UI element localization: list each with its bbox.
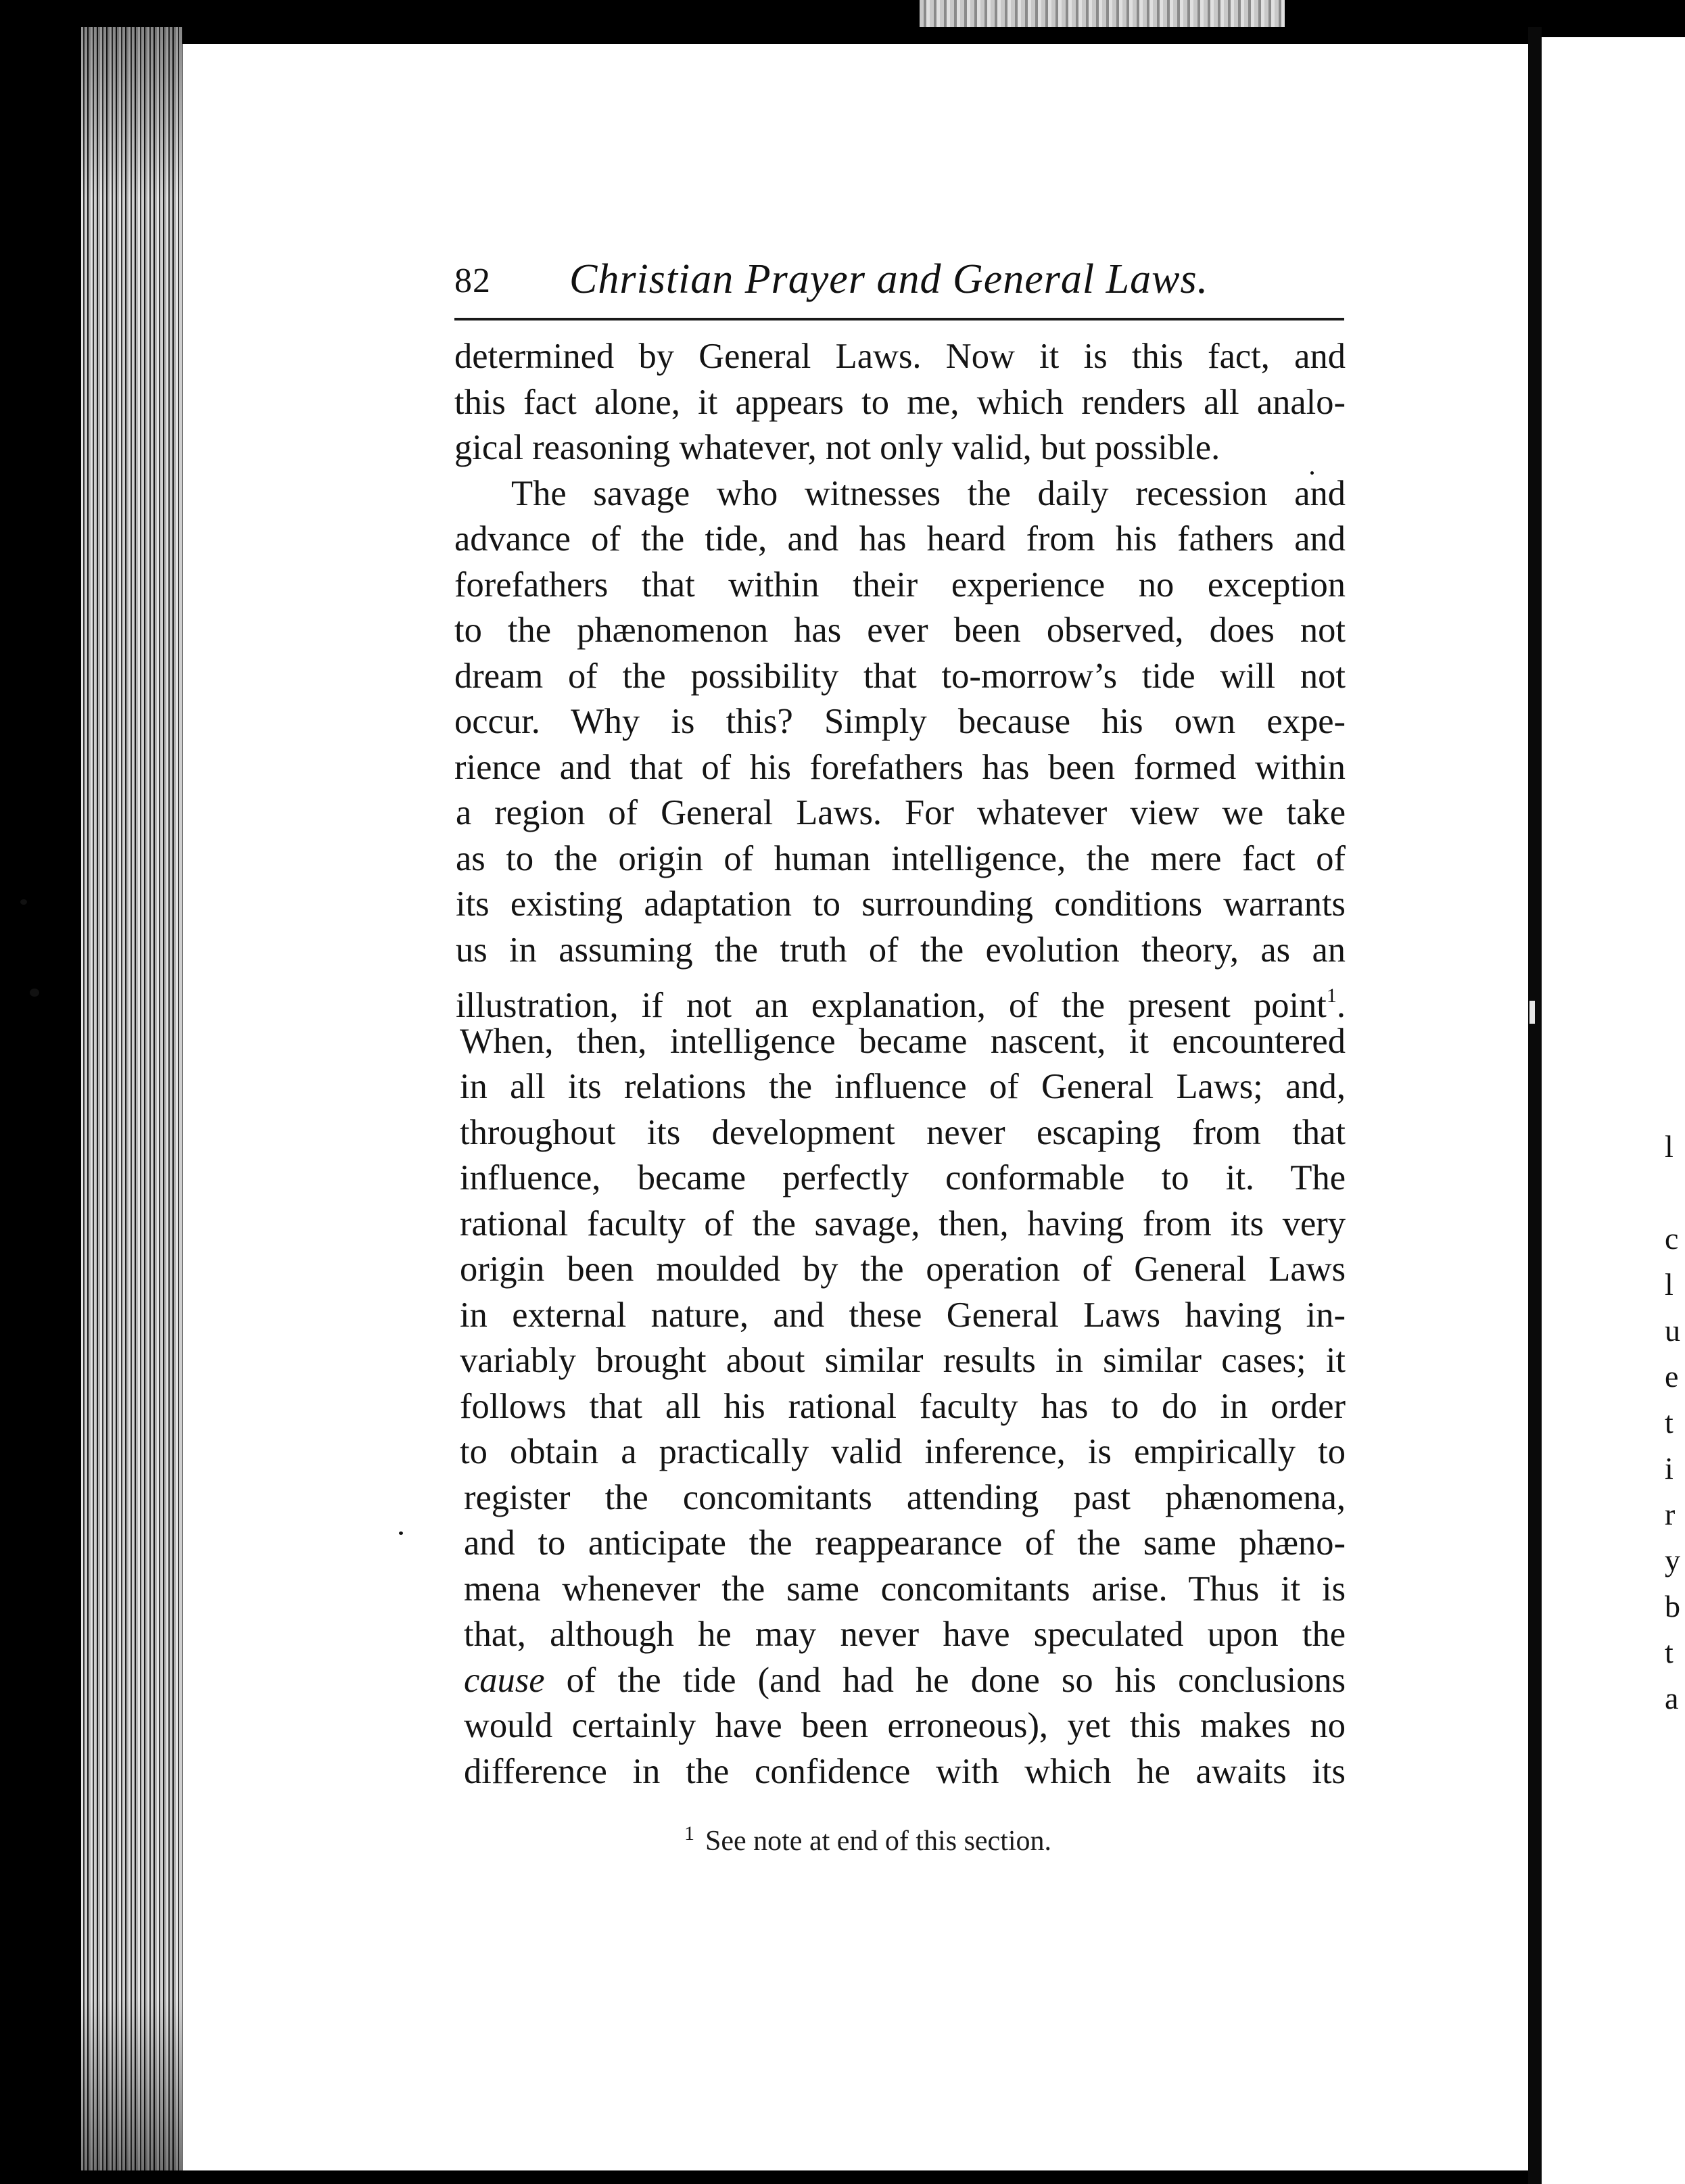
- text-line-content: of the tide (and had he done so his conclusions: [544, 1660, 1346, 1700]
- gutter-mark: [1529, 1001, 1535, 1024]
- text-line: and to anticipate the reappearance of the same phæno-: [464, 1523, 1346, 1563]
- text-line: occur. Why is this? Simply because his own expe-: [454, 702, 1346, 741]
- text-line: as to the origin of human intelligence, the mere fact of: [456, 838, 1346, 878]
- running-title: Christian Prayer and General Laws.: [569, 256, 1209, 302]
- facing-letter: u: [1665, 1313, 1680, 1348]
- body-text: [454, 334, 1346, 1795]
- text-line: [464, 1658, 1346, 1704]
- footnote-text: See note at end of this section.: [705, 1826, 1052, 1857]
- text-line: origin been moulded by the operation of General Laws: [460, 1250, 1346, 1289]
- book-gutter: [1528, 27, 1542, 2184]
- facing-letter: c: [1665, 1221, 1679, 1256]
- text-line: gical reasoning whatever, not only valid, but possible.: [454, 428, 1220, 467]
- text-line: determined by General Laws. Now it is this fact, and: [454, 337, 1346, 376]
- facing-letter: b: [1665, 1589, 1680, 1623]
- text-line: difference in the confidence with which he awaits its: [464, 1751, 1346, 1791]
- facing-letter: l: [1665, 1267, 1674, 1302]
- text-line: rience and that of his forefathers has been formed within: [454, 747, 1346, 787]
- facing-letter: y: [1665, 1543, 1680, 1577]
- scan-top-strip: [920, 0, 1285, 27]
- facing-letter: l: [1665, 1129, 1674, 1164]
- text-line: throughout its development never escaping from that: [460, 1112, 1346, 1152]
- text-line: influence, became perfectly conformable to it. The: [460, 1158, 1346, 1197]
- text-line-content: illustration, if not an explanation, of the present point: [456, 986, 1327, 1025]
- scan-speck: [30, 989, 39, 997]
- text-line: a region of General Laws. For whatever view we take: [456, 793, 1346, 832]
- text-line: in external nature, and these General Laws having in-: [460, 1295, 1346, 1335]
- line-end-punctuation: .: [1336, 986, 1346, 1025]
- paragraph-start-line: The savage who witnesses the daily recession and: [511, 473, 1346, 513]
- text-line: forefathers that within their experience no exception: [454, 565, 1346, 604]
- text-line: rational faculty of the savage, then, having from its very: [460, 1204, 1346, 1243]
- facing-letter: t: [1665, 1405, 1674, 1440]
- footnote: [684, 1822, 1051, 1857]
- facing-letter: i: [1665, 1451, 1674, 1486]
- facing-letter: r: [1665, 1497, 1676, 1532]
- text-line: its existing adaptation to surrounding conditions warrants: [456, 884, 1346, 924]
- facing-page: [1542, 37, 1685, 2184]
- scan-speck: [20, 899, 27, 905]
- facing-letter: e: [1665, 1359, 1679, 1394]
- text-line: dream of the possibility that to-morrow’s tide will not: [454, 656, 1346, 696]
- text-line: to the phænomenon has ever been observed, does not: [454, 611, 1346, 650]
- text-line: [456, 973, 1346, 1025]
- text-line: would certainly have been erroneous), yet this makes no: [464, 1706, 1346, 1745]
- scan-speck: [399, 1532, 403, 1535]
- text-line: variably brought about similar results in similar cases; it: [460, 1341, 1346, 1380]
- text-line: advance of the tide, and has heard from his fathers and: [454, 519, 1346, 559]
- text-line: to obtain a practically valid inference, is empirically to: [460, 1432, 1346, 1471]
- page-number: 82: [454, 262, 491, 300]
- footnote-reference: 1: [1326, 984, 1337, 1007]
- text-line: us in assuming the truth of the evolution theory, as an: [456, 930, 1346, 970]
- text-line: register the concomitants attending past phænomena,: [464, 1477, 1346, 1517]
- book-page-edges: [81, 27, 183, 2170]
- text-line: follows that all his rational faculty has to do in order: [460, 1386, 1346, 1426]
- text-line: this fact alone, it appears to me, which renders all analo-: [454, 382, 1346, 422]
- facing-letter: a: [1665, 1681, 1679, 1715]
- text-line: that, although he may never have speculated upon the: [464, 1615, 1346, 1654]
- footnote-marker: 1: [684, 1822, 694, 1845]
- text-line: mena whenever the same concomitants arise. Thus it is: [464, 1569, 1346, 1609]
- text-line: When, then, intelligence became nascent, it encountered: [460, 1021, 1346, 1061]
- facing-letter: [1665, 1170, 1685, 1216]
- italic-word: cause: [464, 1660, 545, 1700]
- header-rule: [454, 318, 1344, 321]
- page-header: [454, 256, 1347, 310]
- facing-letter: t: [1665, 1635, 1674, 1669]
- facing-page-letters: [1665, 1124, 1685, 1722]
- text-line: in all its relations the influence of General Laws; and,: [460, 1067, 1346, 1106]
